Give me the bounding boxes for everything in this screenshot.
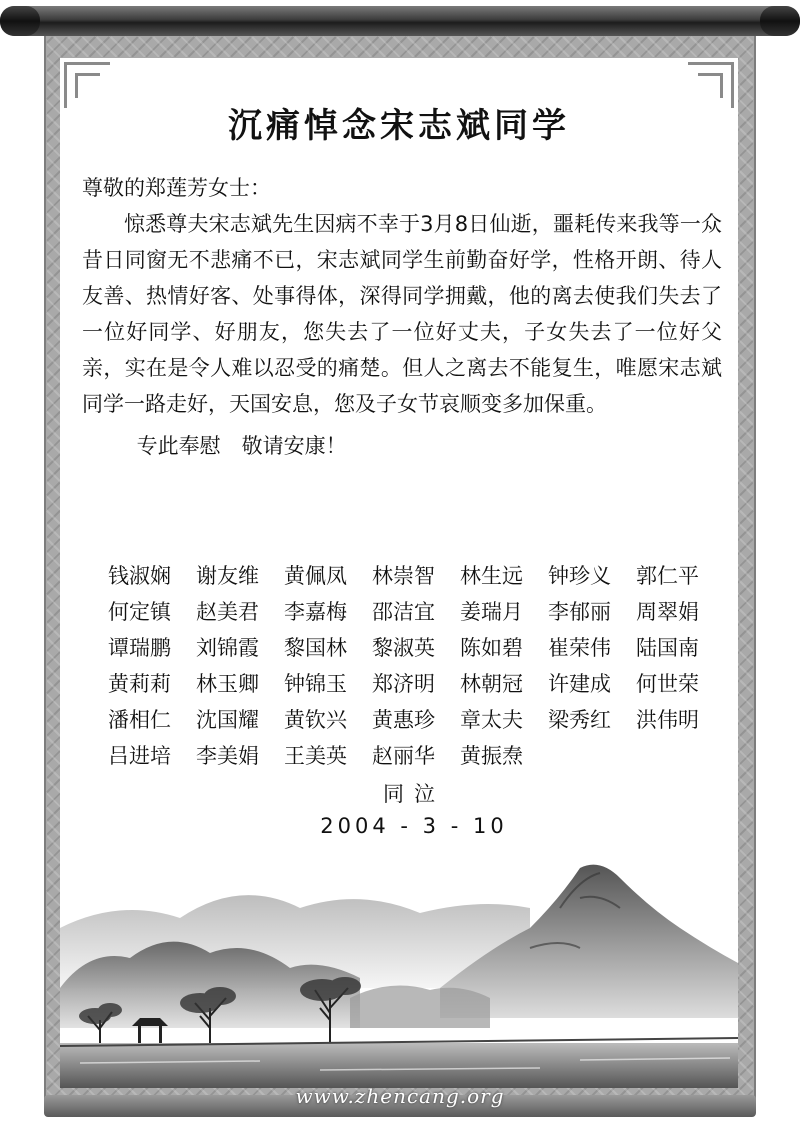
letter-body: 惊悉尊夫宋志斌先生因病不幸于3月8日仙逝，噩耗传来我等一众昔日同窗无不悲痛不已，宋志斌同学生前勤奋好学，性格开朗、待人友善、热情好客、处事得体，深得同学拥戴，他的离去使我们失去了一位好同学、好朋友，您失去了一位好丈夫，子女失去了一位好父亲，实在是令人难以忍受的痛楚。但人之离去不能复生，唯愿宋志斌同学一路走好，天国安息，您及子女节哀顺变多加保重。 [82, 212, 722, 416]
signatory-name: 林玉卿 [196, 672, 259, 696]
signatory-name: 黄莉莉 [108, 672, 171, 696]
signatory-name: 谢友维 [196, 564, 259, 588]
signatory-name: 崔荣伟 [548, 636, 611, 660]
signatory-name: 刘锦霞 [196, 636, 259, 660]
signatory-name: 章太夫 [460, 708, 523, 732]
signatory-name: 姜瑞月 [460, 600, 523, 624]
signatory-name: 赵美君 [196, 600, 259, 624]
memorial-title: 沉痛悼念宋志斌同学 [228, 106, 570, 146]
site-watermark: www.zhencang.org [295, 1084, 505, 1108]
signatory-name: 钟锦玉 [284, 672, 347, 696]
signatory-name: 潘相仁 [108, 708, 171, 732]
signatory-name: 郑济明 [372, 672, 435, 696]
signatory-name: 沈国耀 [196, 708, 259, 732]
signatory-name: 何世荣 [636, 672, 699, 696]
signatory-name: 李嘉梅 [284, 600, 347, 624]
signatory-name: 李美娟 [196, 744, 259, 768]
signatory-name: 林生远 [460, 564, 523, 588]
signatory-name: 洪伟明 [636, 708, 699, 732]
signatory-name: 黎淑英 [372, 636, 435, 660]
signatory-list [108, 558, 728, 774]
signatory-name: 吕进培 [108, 744, 171, 768]
signatory-name: 黄惠珍 [372, 708, 435, 732]
signatory-name: 郭仁平 [636, 564, 699, 588]
salutation: 尊敬的郑莲芳女士： [82, 176, 271, 200]
rod-cap-left [0, 6, 40, 36]
signatory-name: 林崇智 [372, 564, 435, 588]
signatory-name: 许建成 [548, 672, 611, 696]
signer-line: 同泣 [383, 782, 445, 806]
rod-cap-right [760, 6, 800, 36]
scroll-top-rod [0, 6, 800, 36]
signatory-name: 林朝冠 [460, 672, 523, 696]
signatory-name: 陈如碧 [460, 636, 523, 660]
signatory-name: 钱淑娴 [108, 564, 171, 588]
signatory-name: 黎国林 [284, 636, 347, 660]
signatory-name: 谭瑞鹏 [108, 636, 171, 660]
closing-line: 专此奉慰 敬请安康！ [136, 434, 347, 458]
signatory-name: 黄振焘 [460, 744, 523, 768]
signatory-name: 黄佩凤 [284, 564, 347, 588]
condolence-letter [82, 170, 722, 464]
signatory-name: 梁秀红 [548, 708, 611, 732]
signatory-name: 李郁丽 [548, 600, 611, 624]
signatory-name: 钟珍义 [548, 564, 611, 588]
signatory-name: 赵丽华 [372, 744, 435, 768]
signatory-name: 邵洁宜 [372, 600, 435, 624]
signatory-name: 黄钦兴 [284, 708, 347, 732]
scroll-paper [60, 58, 738, 1088]
signatory-name: 王美英 [284, 744, 347, 768]
letter-date: 2004 - 3 - 10 [320, 814, 508, 838]
signatory-name: 周翠娟 [636, 600, 699, 624]
signatory-name: 陆国南 [636, 636, 699, 660]
signatory-name: 何定镇 [108, 600, 171, 624]
